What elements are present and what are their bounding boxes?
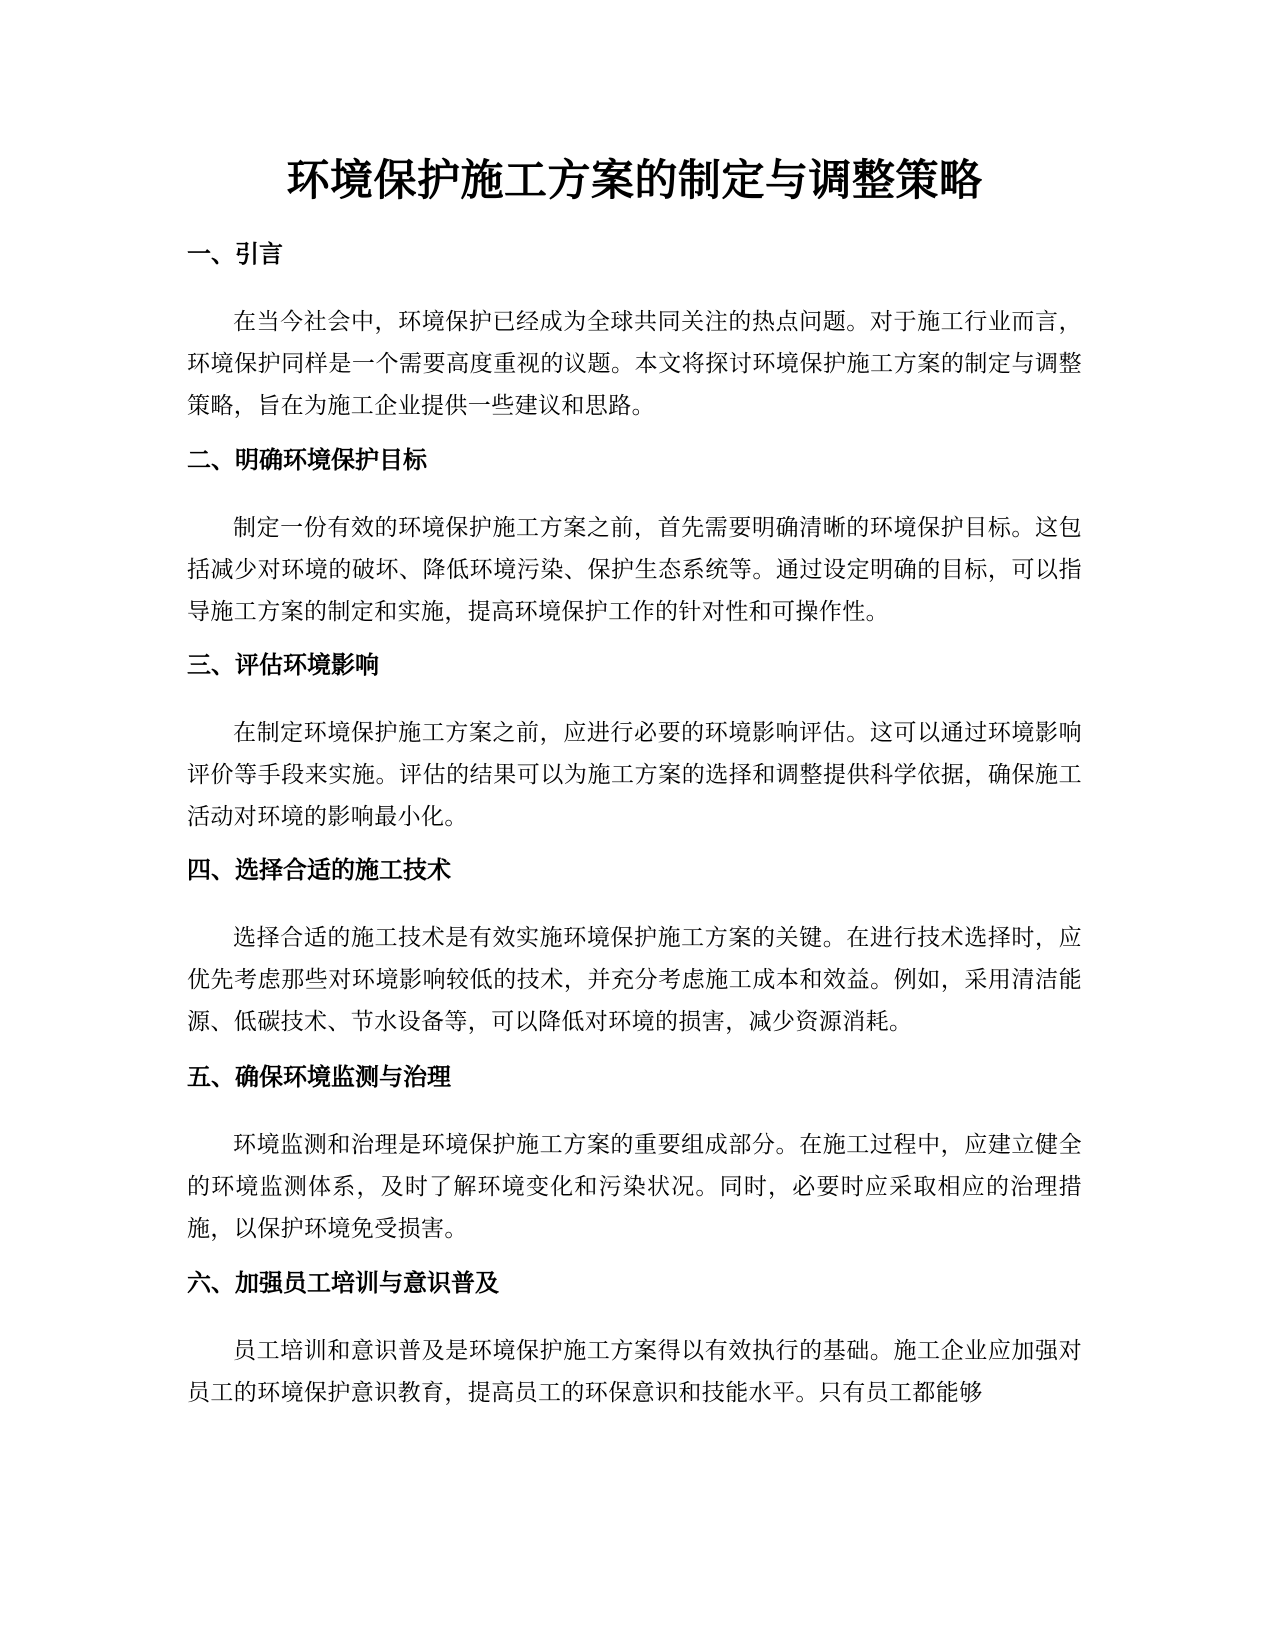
section-paragraph: 选择合适的施工技术是有效实施环境保护施工方案的关键。在进行技术选择时，应优先考虑那些对环境影响较低的技术，并充分考虑施工成本和效益。例如，采用清洁能源、低碳技术、节水设备等，可以降低对环境的损害，减少资源消耗。 — [187, 925, 1082, 1035]
section-goals — [187, 443, 1082, 633]
section-heading: 三、评估环境影响 — [187, 651, 379, 679]
section-heading: 二、明确环境保护目标 — [187, 446, 427, 474]
section-heading: 五、确保环境监测与治理 — [187, 1063, 451, 1091]
document-title: 环境保护施工方案的制定与调整策略 — [286, 156, 983, 206]
section-heading: 一、引言 — [187, 240, 283, 268]
section-introduction — [187, 237, 1082, 427]
section-paragraph: 在当今社会中，环境保护已经成为全球共同关注的热点问题。对于施工行业而言，环境保护同样是一个需要高度重视的议题。本文将探讨环境保护施工方案的制定与调整策略，旨在为施工企业提供一些建议和思路。 — [187, 309, 1082, 419]
section-monitoring — [187, 1060, 1082, 1250]
section-impact-assessment — [187, 648, 1082, 838]
section-training — [187, 1266, 1082, 1414]
section-technology — [187, 853, 1082, 1043]
section-heading: 四、选择合适的施工技术 — [187, 856, 451, 884]
section-paragraph: 在制定环境保护施工方案之前，应进行必要的环境影响评估。这可以通过环境影响评价等手段来实施。评估的结果可以为施工方案的选择和调整提供科学依据，确保施工活动对环境的影响最小化。 — [187, 720, 1082, 830]
section-paragraph: 员工培训和意识普及是环境保护施工方案得以有效执行的基础。施工企业应加强对员工的环境保护意识教育，提高员工的环保意识和技能水平。只有员工都能够 — [187, 1338, 1082, 1406]
section-paragraph: 环境监测和治理是环境保护施工方案的重要组成部分。在施工过程中，应建立健全的环境监测体系，及时了解环境变化和污染状况。同时，必要时应采取相应的治理措施，以保护环境免受损害。 — [187, 1132, 1082, 1242]
section-paragraph: 制定一份有效的环境保护施工方案之前，首先需要明确清晰的环境保护目标。这包括减少对环境的破坏、降低环境污染、保护生态系统等。通过设定明确的目标，可以指导施工方案的制定和实施，提高环境保护工作的针对性和可操作性。 — [187, 515, 1082, 625]
section-heading: 六、加强员工培训与意识普及 — [187, 1269, 499, 1297]
